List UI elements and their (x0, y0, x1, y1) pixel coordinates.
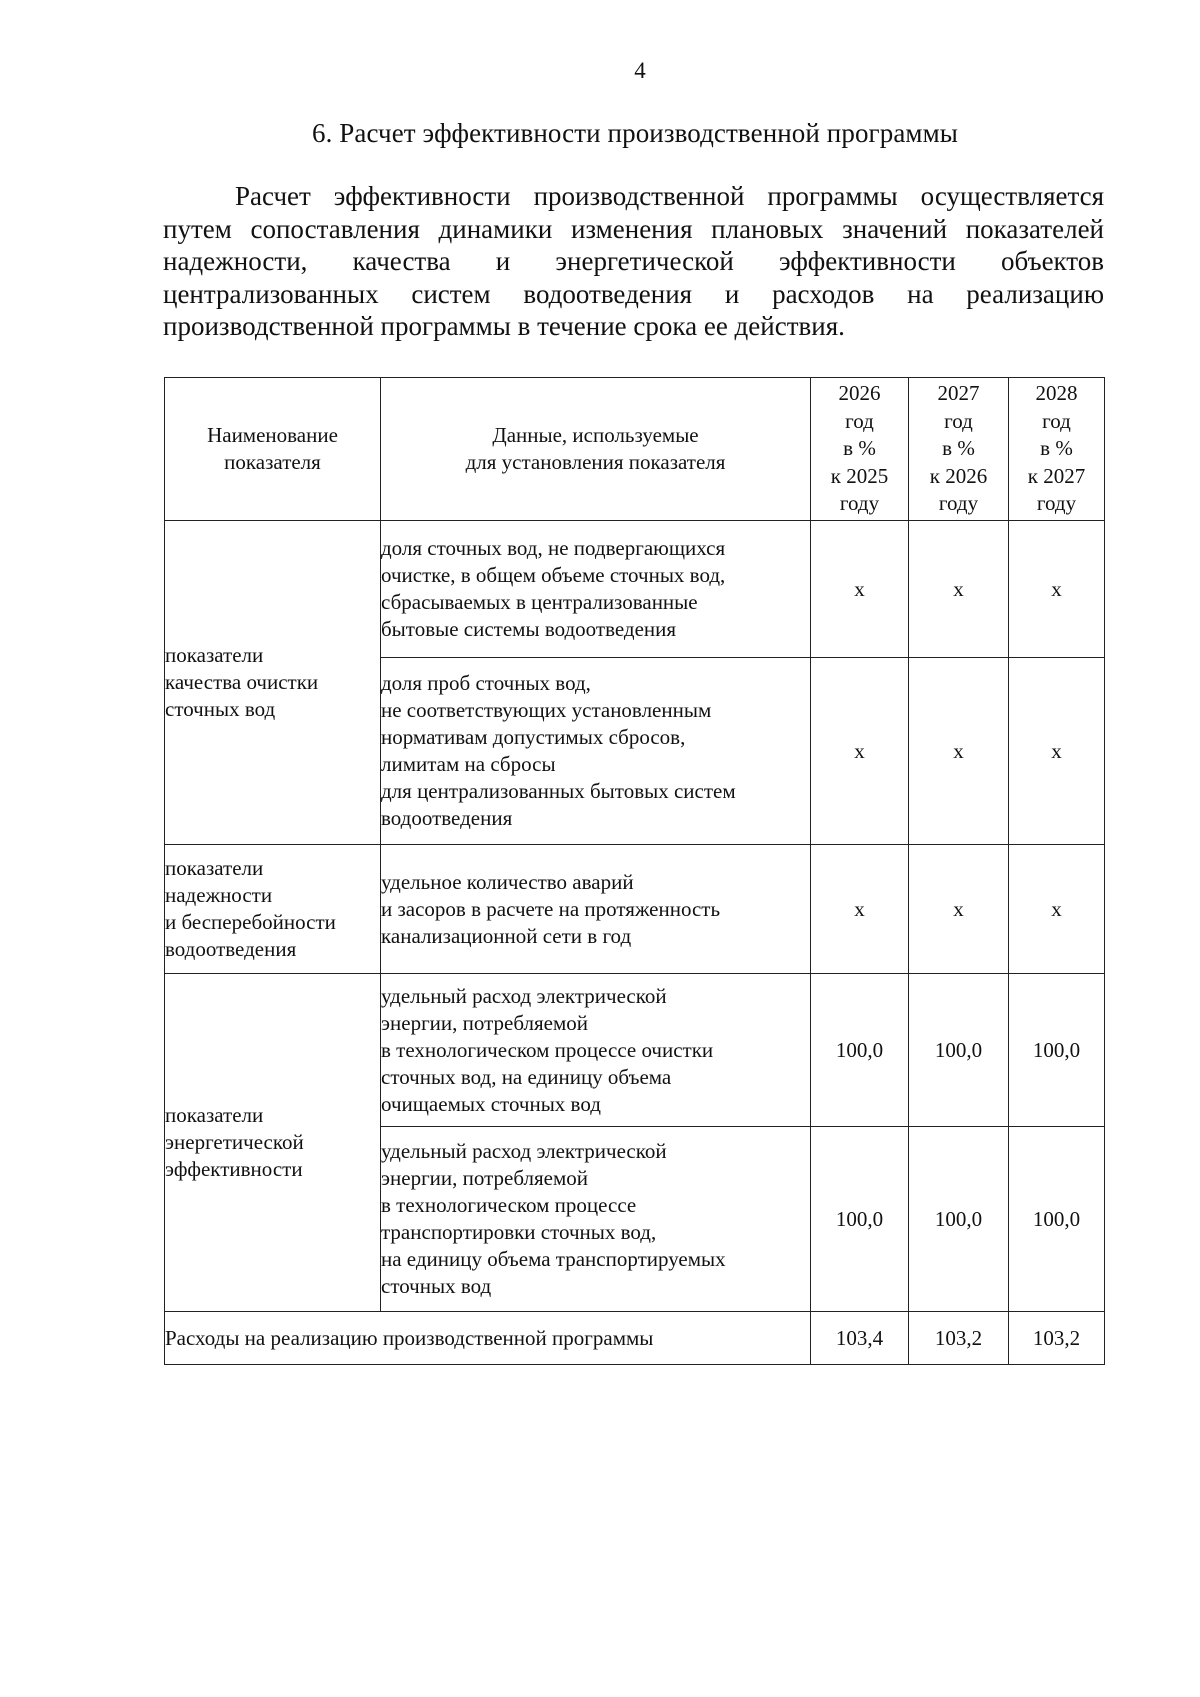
indicator-group-energy: показатели энергетической эффективности (165, 974, 381, 1312)
indicator-group-reliability: показатели надежности и бесперебойности водоотведения (165, 845, 381, 974)
value-cell: х (1009, 845, 1105, 974)
header-indicator-data: Данные, используемые для установления показателя (381, 378, 811, 521)
value-cell: 100,0 (1009, 1127, 1105, 1312)
header-year-2027 (909, 378, 1009, 521)
value-cell: х (1009, 521, 1105, 658)
indicator-data-cell: доля сточных вод, не подвергающихся очистке, в общем объеме сточных вод, сбрасываемых в централизованные бытовые системы водоотведения (381, 521, 811, 658)
header-year-2028-line: году (1036, 491, 1077, 516)
header-year-2026-line: 2026 (838, 381, 881, 406)
header-year-2027-line: год (944, 408, 973, 433)
indicator-data-cell: удельный расход электрической энергии, потребляемой в технологическом процессе транспортировки сточных вод, на единицу объема транспортируемых сточных вод (381, 1127, 811, 1312)
table-header-row (165, 378, 1105, 521)
costs-label: Расходы на реализацию производственной программы (165, 1312, 811, 1365)
indicator-data-cell: удельный расход электрической энергии, потребляемой в технологическом процессе очистки сточных вод, на единицу объема очищаемых сточных вод (381, 974, 811, 1127)
header-year-2028 (1009, 378, 1105, 521)
value-cell: х (909, 521, 1009, 658)
header-year-2028-line: к 2027 (1027, 463, 1086, 488)
header-year-2026-line: к 2025 (830, 463, 889, 488)
header-year-2027-line: в % (942, 436, 975, 461)
table-row-costs (165, 1312, 1105, 1365)
costs-value-cell: 103,2 (909, 1312, 1009, 1365)
header-year-2027-line: году (938, 491, 979, 516)
value-cell: х (811, 658, 909, 845)
intro-paragraph: Расчет эффективности производственной программы осуществляется путем сопоставления динамики изменения плановых значений показателей надежности, качества и энергетической эффективности объектов централизованных систем водоотведения и расходов на реализацию производственной программы в течение срока ее действия. (163, 181, 1104, 341)
header-year-2028-line: в % (1040, 436, 1073, 461)
value-cell: 100,0 (909, 1127, 1009, 1312)
header-year-2028-line: год (1042, 408, 1071, 433)
value-cell: х (909, 658, 1009, 845)
value-cell: х (1009, 658, 1105, 845)
value-cell: 100,0 (811, 974, 909, 1127)
table-row (165, 974, 1105, 1127)
value-cell: 100,0 (909, 974, 1009, 1127)
table-row (165, 521, 1105, 658)
section-title: 6. Расчет эффективности производственной программы (311, 118, 959, 148)
header-year-2027-line: 2027 (937, 381, 980, 406)
table-row (165, 845, 1105, 974)
header-year-2026-line: год (845, 408, 874, 433)
header-year-2028-line: 2028 (1035, 381, 1078, 406)
costs-value-cell: 103,4 (811, 1312, 909, 1365)
header-year-2026-line: году (839, 491, 880, 516)
page-number: 4 (634, 58, 646, 83)
header-year-2026 (811, 378, 909, 521)
value-cell: 100,0 (811, 1127, 909, 1312)
value-cell: х (909, 845, 1009, 974)
efficiency-table (164, 377, 1105, 1365)
header-indicator-name: Наименование показателя (165, 378, 381, 521)
indicator-data-cell: удельное количество аварий и засоров в расчете на протяженность канализационной сети в год (381, 845, 811, 974)
header-year-2026-line: в % (843, 436, 876, 461)
value-cell: х (811, 521, 909, 658)
header-year-2027-line: к 2026 (929, 463, 988, 488)
indicator-group-quality: показатели качества очистки сточных вод (165, 521, 381, 845)
value-cell: х (811, 845, 909, 974)
costs-value-cell: 103,2 (1009, 1312, 1105, 1365)
value-cell: 100,0 (1009, 974, 1105, 1127)
indicator-data-cell: доля проб сточных вод, не соответствующих установленным нормативам допустимых сбросов, лимитам на сбросы для централизованных бытовых систем водоотведения (381, 658, 811, 845)
